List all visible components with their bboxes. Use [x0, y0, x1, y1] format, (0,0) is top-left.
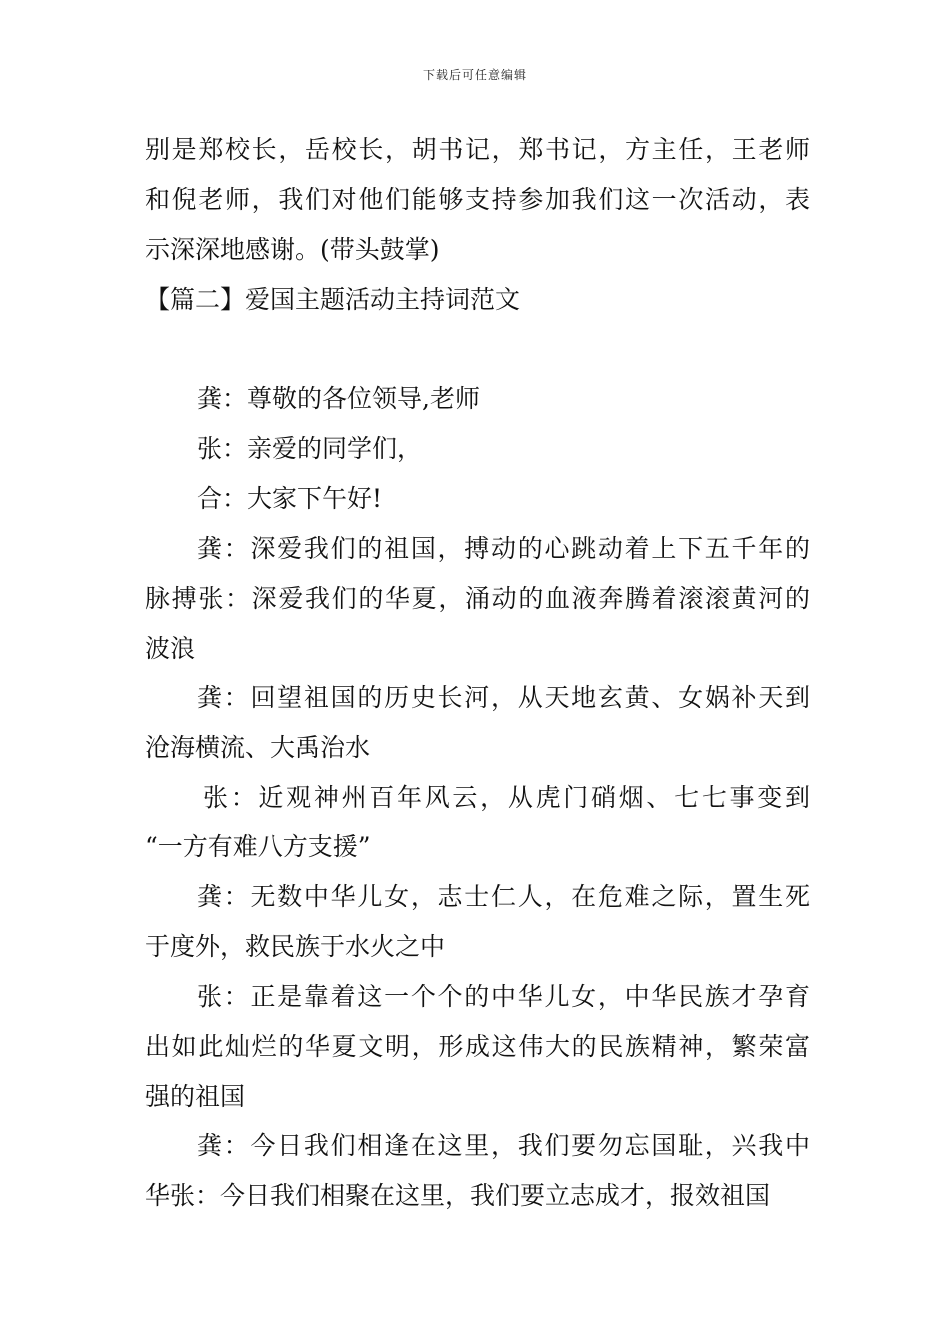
dialogue-line: 沧海横流、大禹治水 — [145, 733, 371, 762]
dialogue-line: 华张：今日我们相聚在这里，我们要立志成才，报效祖国 — [145, 1181, 771, 1210]
dialogue-line: 张：正是靠着这一个个的中华儿女，中华民族才孕育 — [197, 982, 810, 1011]
paragraph-line: 别是郑校长，岳校长，胡书记，郑书记，方主任，王老师 — [145, 135, 810, 164]
dialogue-line: 龚：回望祖国的历史长河，从天地玄黄、女娲补天到 — [197, 683, 810, 712]
dialogue-line: 波浪 — [145, 634, 196, 663]
dialogue-line: 龚：深爱我们的祖国，搏动的心跳动着上下五千年的 — [197, 534, 810, 563]
dialogue-line: 脉搏张：深爱我们的华夏，涌动的血液奔腾着滚滚黄河的 — [145, 584, 810, 613]
dialogue-line: 于度外，救民族于水火之中 — [145, 932, 446, 961]
dialogue-line: 出如此灿烂的华夏文明，形成这伟大的民族精神，繁荣富 — [145, 1032, 810, 1061]
page-header: 下载后可任意编辑 — [422, 68, 527, 82]
dialogue-line: 龚：尊敬的各位领导,老师 — [197, 384, 480, 413]
dialogue-line: “一方有难八方支援” — [145, 832, 371, 861]
paragraph-line: 示深深地感谢。(带头鼓掌) — [145, 235, 440, 264]
dialogue-line: 强的祖国 — [145, 1082, 246, 1111]
dialogue-line: 合：大家下午好! — [197, 484, 383, 513]
section-heading: 【篇二】爱国主题活动主持词范文 — [145, 285, 521, 314]
dialogue-line: 张：近观神州百年风云，从虎门硝烟、七七事变到 — [203, 783, 810, 812]
dialogue-line: 张：亲爱的同学们， — [197, 434, 423, 463]
dialogue-line: 龚：今日我们相逢在这里，我们要勿忘国耻，兴我中 — [197, 1131, 810, 1160]
dialogue-line: 龚：无数中华儿女，志士仁人，在危难之际，置生死 — [197, 882, 810, 911]
paragraph-line: 和倪老师，我们对他们能够支持参加我们这一次活动，表 — [145, 185, 810, 214]
